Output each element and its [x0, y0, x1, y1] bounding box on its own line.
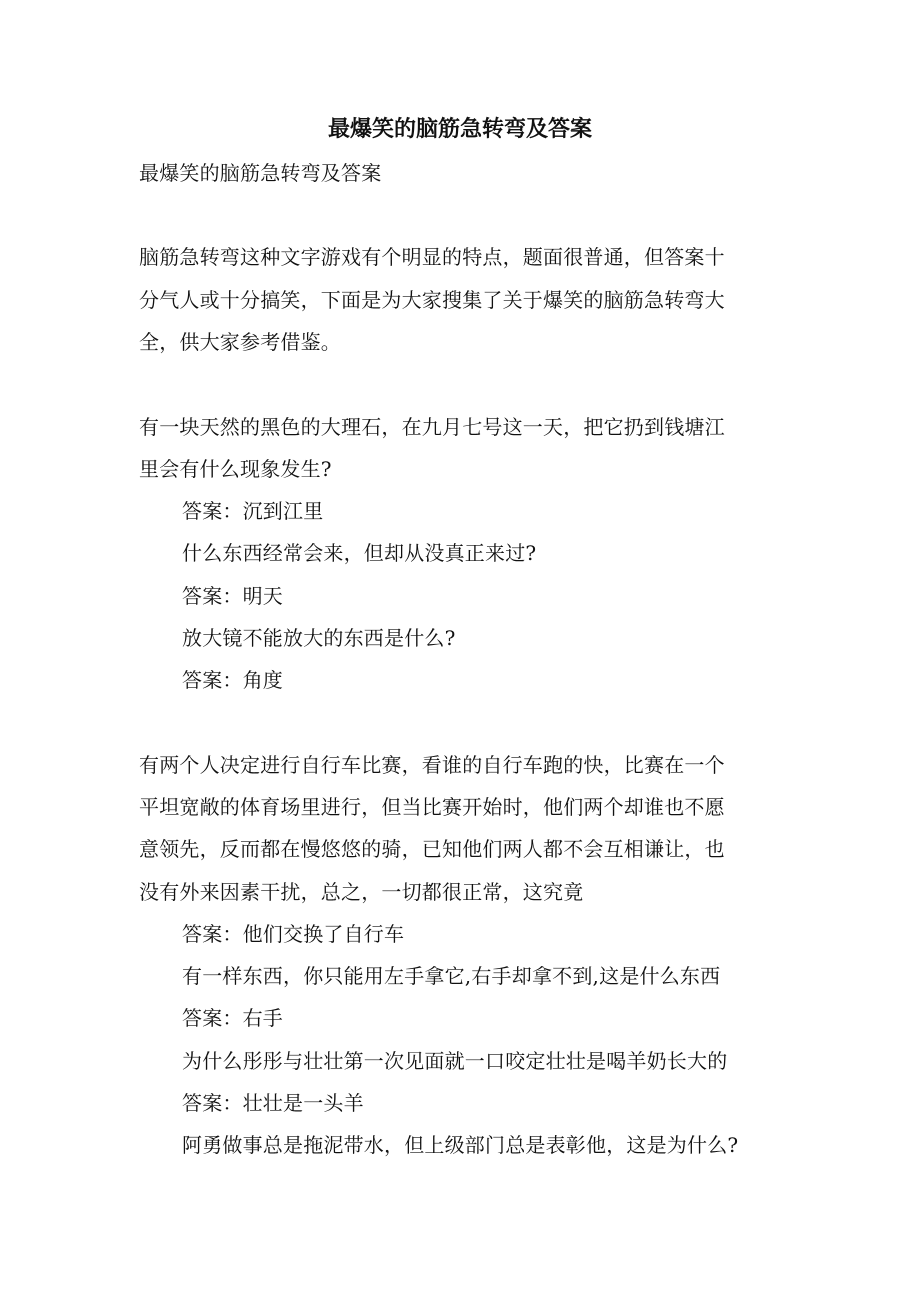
question-line: 里会有什么现象发生? [139, 457, 332, 481]
document-subtitle: 最爆笑的脑筋急转弯及答案 [139, 161, 382, 185]
question-line: 什么东西经常会来，但却从没真正来过? [182, 541, 537, 565]
question-line: 放大镜不能放大的东西是什么? [182, 626, 456, 650]
question-line: 没有外来因素干扰，总之，一切都很正常，这究竟 [139, 880, 584, 904]
question-line: 为什么彤彤与壮壮第一次见面就一口咬定壮壮是喝羊奶长大的 [182, 1049, 728, 1073]
question-line: 平坦宽敞的体育场里进行，但当比赛开始时，他们两个却谁也不愿 [139, 795, 725, 819]
answer-line: 答案：沉到江里 [182, 499, 324, 523]
answer-line: 答案：角度 [182, 668, 283, 692]
intro-line: 全，供大家参考借鉴。 [139, 330, 341, 354]
intro-line: 脑筋急转弯这种文字游戏有个明显的特点，题面很普通，但答案十 [139, 245, 725, 269]
question-line: 意领先，反而都在慢悠悠的骑，已知他们两人都不会互相谦让，也 [139, 837, 725, 861]
question-line: 有一样东西，你只能用左手拿它,右手却拿不到,这是什么东西 [182, 964, 721, 988]
intro-line: 分气人或十分搞笑，下面是为大家搜集了关于爆笑的脑筋急转弯大 [139, 288, 725, 312]
question-line: 阿勇做事总是拖泥带水，但上级部门总是表彰他，这是为什么? [182, 1133, 739, 1157]
question-line: 有两个人决定进行自行车比赛，看谁的自行车跑的快，比赛在一个 [139, 753, 725, 777]
answer-line: 答案：明天 [182, 584, 283, 608]
answer-line: 答案：右手 [182, 1006, 283, 1030]
document-title: 最爆笑的脑筋急转弯及答案 [327, 116, 592, 142]
question-line: 有一块天然的黑色的大理石，在九月七号这一天，把它扔到钱塘江 [139, 415, 725, 439]
answer-line: 答案：他们交换了自行车 [182, 922, 405, 946]
answer-line: 答案：壮壮是一头羊 [182, 1091, 364, 1115]
